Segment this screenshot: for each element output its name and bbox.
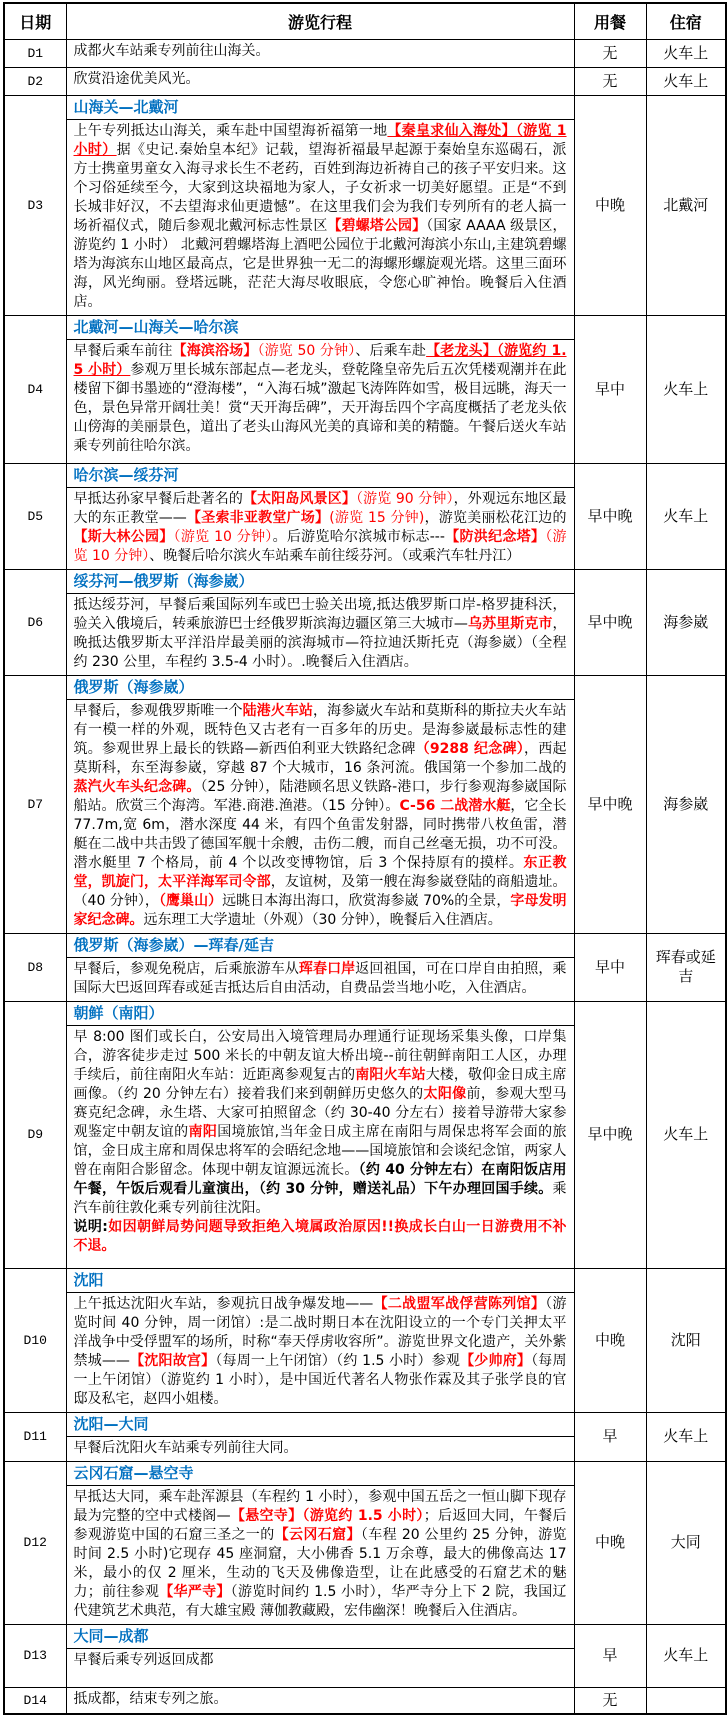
text-segment: 参观万里长城东部起点—老龙头，登乾隆皇帝先后五次凭楼观潮并在此楼留下御书墨迹的“澄海楼”，“入海石城”激起飞涛阵阵如雪，极目远眺，海天一色，景色异常开阔壮美！赏“天开海岳碑”，天开海岳四个字高度概括了老龙头依山傍海的美丽景色，道出了老头山海风光美的真谛和美的精髓。午餐后送火车站乘专列前往哈尔滨。 <box>73 361 567 454</box>
text-segment: 早餐后乘专列返回成都 <box>73 1651 214 1668</box>
text-segment: ，海参崴火车站和莫斯科的斯拉夫火车站有一模一样的外观，既特色又古老有一百多年的历史。是海参崴最标志性的建筑。参观世界上最长的铁路—新西伯利亚大铁路纪念碑 <box>73 702 567 757</box>
text-segment: 南阳 <box>188 1123 218 1140</box>
itinerary-text <box>67 1486 574 1624</box>
text-segment: 乌苏里斯克市 <box>467 615 553 632</box>
text-segment: ，西起莫斯科，东至海参崴，穿越 87 个大城市，16 条河流。俄国第一个参加二战的 <box>73 740 567 776</box>
itinerary-cell <box>66 1268 574 1412</box>
day-cell: D12 <box>4 1461 66 1624</box>
text-segment: 如因朝鲜局势问题导致拒绝入境属政治原因!!换成长白山一日游费用不补不退。 <box>73 1218 567 1254</box>
stay-cell: 火车上 <box>646 67 726 95</box>
text-segment: 欣赏沿途优美风光。 <box>73 70 200 87</box>
text-segment: （游览 50 分钟） <box>257 342 356 359</box>
itinerary-row <box>4 1268 726 1412</box>
meals-cell: 中晚 <box>574 1268 646 1412</box>
day-cell: D4 <box>4 315 66 463</box>
itinerary-cell <box>66 463 574 569</box>
text-segment: 【老龙头】（游览约 1.5 小时） <box>73 342 567 378</box>
stay-cell: 海参崴 <box>646 569 726 675</box>
itinerary-row <box>4 1687 726 1714</box>
itinerary-row <box>4 933 726 1001</box>
route-title: 哈尔滨—绥芬河 <box>67 464 574 488</box>
text-segment: 【太阳岛风景区】 <box>242 490 356 507</box>
text-segment: 成都火车站乘专列前往山海关。 <box>73 42 270 59</box>
stay-cell: 火车上 <box>646 39 726 67</box>
text-segment: （游览时间 40 分钟，周一闭馆）:是二战时期日本在沈阳设立的一个专门关押太平洋战争中受俘盟军的场所，时称“奉天俘虏收容所”。游览世界文化遗产，关外紫禁城—— <box>73 1295 567 1369</box>
stay-cell: 沈阳 <box>646 1268 726 1412</box>
stay-cell: 火车上 <box>646 1412 726 1461</box>
text-segment: 早餐后，参观俄罗斯唯一个 <box>73 702 243 719</box>
text-segment: 早餐后乘车前往 <box>73 342 173 359</box>
stay-cell: 北戴河 <box>646 95 726 315</box>
itinerary-cell <box>66 67 574 95</box>
text-segment: （国家 AAAA 级景区，游览约 1 小时） 北戴河碧螺塔海上酒吧公园位于北戴河海滨小东山,主建筑碧螺塔为海滨东山地区最高点，它是世界独一无二的海螺形螺旋观光塔。这里三面环海，风光绚丽。登塔远眺，茫茫大海尽收眼底，令您心旷神怡。晚餐后入住酒店。 <box>73 217 567 310</box>
table-header <box>4 3 726 39</box>
meals-cell: 早中 <box>574 315 646 463</box>
itinerary-row <box>4 1624 726 1687</box>
itinerary-row <box>4 1461 726 1624</box>
stay-cell <box>646 1687 726 1714</box>
meals-cell: 早 <box>574 1624 646 1687</box>
route-title: 俄罗斯（海参崴） <box>67 676 574 700</box>
stay-cell: 珲春或延吉 <box>646 933 726 1001</box>
text-segment: 上午专列抵达山海关，乘车赴中国望海祈福第一地 <box>73 122 388 139</box>
meals-cell: 早 <box>574 1412 646 1461</box>
itinerary-cell <box>66 39 574 67</box>
text-segment: 【秦皇求仙入海处】（游览 1 小时） <box>73 122 567 158</box>
stay-cell: 火车上 <box>646 463 726 569</box>
text-segment: C-56 二战潜水艇 <box>399 797 511 814</box>
text-segment: 【沈阳故宫】 <box>129 1352 216 1369</box>
text-segment: （每周一上午闭馆）（游览约 1 小时），是中国近代著名人物张作霖及其子张学良的官邸及私宅，赵四小姐楼。 <box>73 1352 567 1407</box>
itinerary-row <box>4 463 726 569</box>
stay-cell: 大同 <box>646 1461 726 1624</box>
text-segment: 上午抵达沈阳火车站，参观抗日战争爆发地—— <box>73 1295 374 1312</box>
day-cell: D3 <box>4 95 66 315</box>
text-segment: 太阳像 <box>423 1085 467 1102</box>
text-segment: 【碧螺塔公园】 <box>327 217 427 234</box>
day-cell: D7 <box>4 675 66 933</box>
route-title: 沈阳—大同 <box>67 1413 574 1437</box>
text-segment: 【圣索非亚教堂广场】 <box>186 509 330 526</box>
itinerary-cell <box>66 569 574 675</box>
text-segment: 早 8:00 图们或长白，公安局出入境管理局办理通行证现场采集头像，口岸集合，游客徒步走过 500 米长的中朝友谊大桥出境--前往朝鲜南阳工人区，办理手续后，前往南阳火车站：近距离参观复古的 <box>73 1028 567 1083</box>
itinerary-text <box>67 340 574 459</box>
itinerary-row <box>4 569 726 675</box>
header-date: 日期 <box>4 3 66 39</box>
day-cell: D14 <box>4 1687 66 1714</box>
text-segment: （约 40 分钟左右）在南阳饭店用午餐，午饭后观看儿童演出，（约 30 分钟，赠送礼品）下午办理回国手续。 <box>73 1161 567 1197</box>
text-segment: （鹰巢山） <box>158 892 223 909</box>
stay-cell: 火车上 <box>646 1624 726 1687</box>
text-segment: 陆港火车站 <box>242 702 314 719</box>
itinerary-cell <box>66 315 574 463</box>
itinerary-text <box>67 68 574 92</box>
text-segment: 早抵达大同，乘车赴浑源县（车程约 1 小时），参观中国五岳之一恒山脚下现存最为完整的空中式楼阁— <box>73 1488 567 1524</box>
text-segment: （游览时间约 1.5 小时），华严寺分上下 2 院，我国辽代建筑艺术典范，有大雄宝殿 薄伽教藏殿，宏伟幽深！晚餐后入住酒店。 <box>73 1583 567 1619</box>
text-segment: 南阳火车站 <box>355 1066 426 1083</box>
text-segment: 【二战盟军战俘营陈列馆】 <box>373 1295 546 1312</box>
text-segment: 【斯大林公园】 <box>73 528 174 545</box>
text-segment: 【海滨浴场】 <box>172 342 258 359</box>
itinerary-body <box>4 39 726 1714</box>
itinerary-text <box>67 1688 574 1712</box>
day-cell: D13 <box>4 1624 66 1687</box>
text-segment: 早抵达孙家早餐后赴著名的 <box>73 490 243 507</box>
day-cell: D11 <box>4 1412 66 1461</box>
itinerary-cell <box>66 1687 574 1714</box>
text-segment: 字母发明家纪念碑。 <box>73 892 567 928</box>
meals-cell: 早中晚 <box>574 675 646 933</box>
day-cell: D6 <box>4 569 66 675</box>
text-segment: （9288 纪念碑） <box>415 740 524 757</box>
text-segment: 东正教堂，凯旋门，太平洋海军司令部 <box>73 854 567 890</box>
meals-cell: 早中晚 <box>574 569 646 675</box>
itinerary-text <box>67 1437 574 1461</box>
text-segment: 乘汽车前往敦化乘专列前往沈阳。 <box>73 1180 567 1216</box>
itinerary-table <box>3 2 727 1715</box>
text-segment: ；后返回大同，午餐后参观游览中国的石窟三圣之一的 <box>73 1507 567 1543</box>
itinerary-text <box>67 700 574 933</box>
meals-cell: 无 <box>574 67 646 95</box>
header-stay: 住宿 <box>646 3 726 39</box>
itinerary-row <box>4 315 726 463</box>
route-title: 山海关—北戴河 <box>67 96 574 120</box>
text-segment: 、晚餐后哈尔滨火车站乘车前往绥芬河。（或乘汽车牡丹江） <box>149 547 521 564</box>
text-segment: ，晚抵达俄罗斯太平洋沿岸最美丽的滨海城市—符拉迪沃斯托克（海参崴）（全程约 230 公里，车程约 3.5-4 小时）。.晚餐后入住酒店。 <box>73 615 567 670</box>
route-title: 俄罗斯（海参崴）—珲春/延吉 <box>67 934 574 958</box>
text-segment: 早餐后，参观免税店，后乘旅游车从 <box>73 960 299 977</box>
itinerary-text <box>67 958 574 1001</box>
itinerary-text <box>67 1649 574 1673</box>
text-segment: （每周一上午闭馆）（约 1.5 小时）参观 <box>215 1352 461 1369</box>
itinerary-text <box>67 1026 574 1259</box>
itinerary-text <box>67 120 574 315</box>
text-segment: 早餐后沈阳火车站乘专列前往大同。 <box>73 1439 298 1456</box>
text-segment: 抵达绥芬河，早餐后乘国际列车或巴士验关出境,抵达俄罗斯口岸-格罗捷科沃，验关入俄境后，转乘旅游巴士经俄罗斯滨海边疆区第三大城市— <box>73 596 567 632</box>
text-segment: 据《史记.秦始皇本纪》记载，望海祈福最早起源于秦始皇东巡碣石， <box>116 141 553 158</box>
day-cell: D8 <box>4 933 66 1001</box>
text-segment: 蒸汽火车头纪念碑。 <box>73 778 201 795</box>
itinerary-row <box>4 67 726 95</box>
text-segment: 前，参观大型马赛克纪念碑，永生塔、大家可拍照留念（约 30-40 分左右）接着导游带大家参观鉴定中朝友谊的 <box>73 1085 567 1140</box>
text-segment: （游览 10 分钟） <box>73 528 567 564</box>
day-cell: D5 <box>4 463 66 569</box>
itinerary-row <box>4 675 726 933</box>
header-meals: 用餐 <box>574 3 646 39</box>
stay-cell: 火车上 <box>646 315 726 463</box>
text-segment: 抵成都，结束专列之旅。 <box>73 1690 228 1707</box>
text-segment: 派方士携童男童女入海寻求长生不老药，百姓到海边祈祷自己的孩子平安归来。这个习俗延续至今，大家到这块福地为家人，子女祈求一切美好愿望。正是“不到长城非好汉，不去望海求仙更遗憾”。在这里我们会为我们专列所有的老人搞一场祈福仪式，随后参观北戴河标志性景区 <box>73 141 567 234</box>
itinerary-text <box>67 1293 574 1412</box>
text-segment: 远东理工大学遗址（外观）（30 分钟），晚餐后入住酒店。 <box>143 911 502 928</box>
stay-cell: 火车上 <box>646 1001 726 1268</box>
itinerary-text <box>67 594 574 675</box>
stay-cell: 海参崴 <box>646 675 726 933</box>
text-segment: 返回祖国，可在口岸自由拍照，乘国际大巴返回珲春或延吉抵达后自由活动，自费品尝当地小吃，入住酒店。 <box>73 960 567 996</box>
itinerary-row <box>4 1001 726 1268</box>
text-segment: （游览 10 分钟） <box>173 528 273 545</box>
text-segment: ，友谊树，及第一艘在海参崴登陆的商船遗址。（40 分钟）， <box>73 873 567 909</box>
text-segment: （游览 90 分钟） <box>355 490 454 507</box>
itinerary-cell <box>66 1461 574 1624</box>
text-segment: 国境旅馆,当年金日成主席在南阳与周保忠将军会面的旅馆，金日成主席和周保忠将军的会晤纪念地——国境旅馆和会谈纪念馆，两家人曾在南阳合影留念。体现中朝友谊源远流长。 <box>73 1123 567 1178</box>
itinerary-cell <box>66 675 574 933</box>
route-title: 绥芬河—俄罗斯（海参崴） <box>67 570 574 594</box>
text-segment: 大楼，敬仰金日成主席画像。（约 20 分钟左右）接着我们来到朝鲜历史悠久的 <box>73 1066 567 1102</box>
itinerary-row <box>4 1412 726 1461</box>
itinerary-text <box>67 488 574 569</box>
header-itinerary: 游览行程 <box>66 3 574 39</box>
text-segment: 。后游览哈尔滨城市标志--- <box>272 528 445 545</box>
text-segment: （车程 20 公里约 25 分钟，游览时间 2.5 小时)它现存 45 座洞窟，大小佛香 5.1 万余尊，最大的佛像高达 17 米，最小的仅 2 厘米，生动的飞天及佛像造型，让在此感受的石窟艺术的魅力；前往参观 <box>73 1526 567 1600</box>
text-segment: 【华严寺】 <box>159 1583 231 1600</box>
meals-cell: 早中 <box>574 933 646 1001</box>
meals-cell: 无 <box>574 39 646 67</box>
text-segment: 【防洪纪念塔】 <box>444 528 546 545</box>
text-segment: 、后乘车赴 <box>355 342 427 359</box>
itinerary-cell <box>66 1624 574 1687</box>
text-segment: 【少帅府】 <box>460 1352 532 1369</box>
itinerary-cell <box>66 95 574 315</box>
itinerary-cell <box>66 933 574 1001</box>
text-segment: 【悬空寺】（游览约 1.5 小时） <box>230 1507 424 1524</box>
text-segment: ，它全长 77.7m,宽 6m，潜水深度 44 米，有四个鱼雷发射器，同时携带八枚鱼雷，潜艇在二战中共击毁了德国军舰十余艘，击伤二艘，而自己丝毫无损，功不可没。潜水艇里 7 个格局，前 4 个以改变博物馆，后 3 个保持原有的摸样。 <box>73 797 567 871</box>
route-title: 云冈石窟—悬空寺 <box>67 1462 574 1486</box>
text-segment: ，外观远东地区最大的东正教堂—— <box>73 490 567 526</box>
itinerary-row <box>4 95 726 315</box>
route-title: 大同—成都 <box>67 1625 574 1649</box>
meals-cell: 中晚 <box>574 1461 646 1624</box>
route-title: 北戴河—山海关—哈尔滨 <box>67 316 574 340</box>
text-segment: （25 分钟），陆港顾名思义铁路-港口，步行参观海参崴国际船站。欣赏三个海湾。军港.商港.渔港。（15 分钟）。 <box>73 778 567 814</box>
day-cell: D2 <box>4 67 66 95</box>
itinerary-cell <box>66 1001 574 1268</box>
text-segment: (游览 15 分钟) <box>329 509 425 526</box>
itinerary-row <box>4 39 726 67</box>
itinerary-cell <box>66 1412 574 1461</box>
route-title: 沈阳 <box>67 1269 574 1293</box>
day-cell: D1 <box>4 39 66 67</box>
text-segment: 说明: <box>73 1218 108 1235</box>
text-segment: 远眺日本海出海口，欣赏海参崴 70%的全景， <box>222 892 511 909</box>
day-cell: D10 <box>4 1268 66 1412</box>
meals-cell: 早中晚 <box>574 463 646 569</box>
route-title: 朝鲜（南阳） <box>67 1002 574 1026</box>
itinerary-text <box>67 40 574 64</box>
day-cell: D9 <box>4 1001 66 1268</box>
text-segment: 【云冈石窟】 <box>274 1526 361 1543</box>
text-segment: 珲春口岸 <box>298 960 356 977</box>
text-segment: ，游览美丽松花江边的 <box>424 509 567 526</box>
meals-cell: 早中晚 <box>574 1001 646 1268</box>
meals-cell: 无 <box>574 1687 646 1714</box>
meals-cell: 中晚 <box>574 95 646 315</box>
